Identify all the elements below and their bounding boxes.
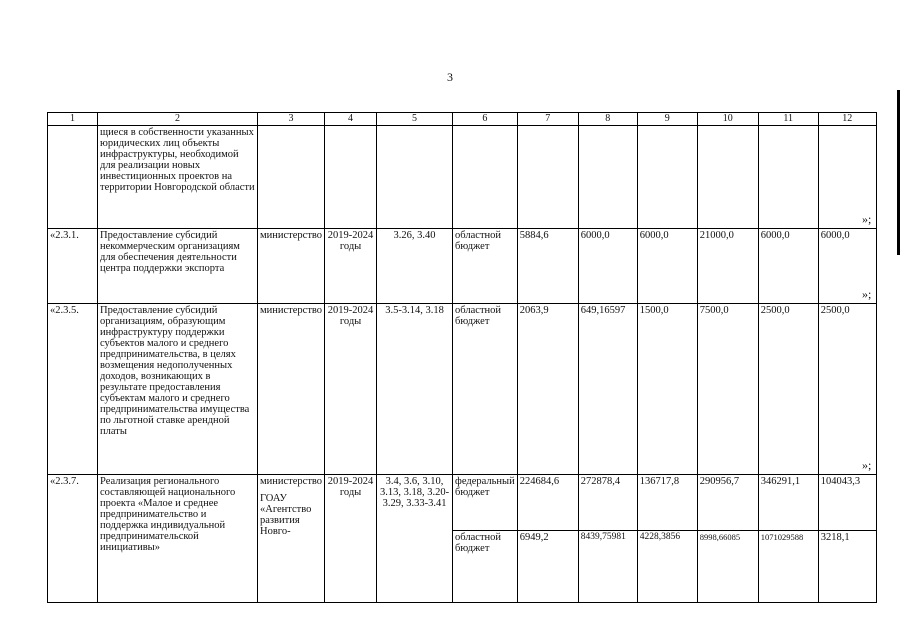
row-suffix: »; [862,212,872,226]
row-value-2021: 4228,3856 [637,531,697,603]
row-value-2022: 21000,0 [697,229,758,304]
page-number: 3 [447,70,453,84]
row-value-2019: 6949,2 [517,531,578,603]
header-cell: 6 [453,113,518,126]
row-years: 2019-2024 годы [325,229,377,304]
row-value-2022: 290956,7 [697,475,758,531]
row-value-2019: 2063,9 [517,304,578,475]
row-number: «2.3.5. [48,304,98,475]
row-value-2024: 3218,1 [818,531,876,603]
row-number: «2.3.7. [48,475,98,603]
header-cell: 3 [258,113,325,126]
row-responsible [258,126,325,229]
row-value-2023: 346291,1 [758,475,818,531]
row-targets: 3.4, 3.6, 3.10, 3.13, 3.18, 3.20-3.29, 3.33-3.41 [377,475,453,603]
row-value-2022: 8998,66085 [697,531,758,603]
row-number: «2.3.1. [48,229,98,304]
header-cell: 12 [818,113,876,126]
row-value-2024: 6000,0 [818,229,876,304]
row-responsible: министерство [258,229,325,304]
row-years: 2019-2024 годы [325,475,377,603]
header-cell: 2 [98,113,258,126]
row-value-2024: 2500,0 [818,304,876,475]
row-value-2019: 224684,6 [517,475,578,531]
row-value-2020 [578,126,637,229]
row-value-2021: 136717,8 [637,475,697,531]
row-value-2020: 649,16597 [578,304,637,475]
row-responsible: министерство [258,304,325,475]
header-cell: 8 [578,113,637,126]
row-targets: 3.5-3.14, 3.18 [377,304,453,475]
row-years: 2019-2024 годы [325,304,377,475]
row-description: щиеся в собственности указанных юридических лиц объекты инфраструктуры, необходимой для реализации новых инвестиционных проектов на территории Новгородской области [98,126,258,229]
program-table [47,112,877,603]
row-value-2019 [517,126,578,229]
row-value-2020: 8439,75981 [578,531,637,603]
row-description: Предоставление субсидий некоммерческим организациям для обеспечения деятельности центра поддержки экспорта [98,229,258,304]
row-value-2023: 2500,0 [758,304,818,475]
row-source: областной бюджет [453,229,518,304]
header-cell: 10 [697,113,758,126]
row-years [325,126,377,229]
row-suffix: »; [862,287,872,301]
table-row [48,475,877,531]
row-number [48,126,98,229]
header-cell: 1 [48,113,98,126]
header-row [48,113,877,126]
row-value-2021 [637,126,697,229]
row-suffix: »; [862,458,872,472]
row-targets: 3.26, 3.40 [377,229,453,304]
header-cell: 9 [637,113,697,126]
row-responsible-agency: ГОАУ «Агентство развития Новго- [260,493,312,537]
row-responsible-cell [258,475,325,603]
table-row [48,229,877,304]
row-responsible: министерство [260,476,323,487]
row-value-2019: 5884,6 [517,229,578,304]
row-value-2024: 104043,3 [818,475,876,531]
header-cell: 4 [325,113,377,126]
row-description: Реализация регионального составляющей национального проекта «Малое и среднее предпринимательство и поддержка индивидуальной предпринимательской инициативы» [98,475,258,603]
row-value-2023: 1071029588 [758,531,818,603]
header-cell: 11 [758,113,818,126]
header-cell: 7 [517,113,578,126]
table-row [48,304,877,475]
row-source: федеральный бюджет [453,475,518,531]
header-cell: 5 [377,113,453,126]
row-value-2022 [697,126,758,229]
row-value-2020: 272878,4 [578,475,637,531]
row-value-2023 [758,126,818,229]
row-value-2020: 6000,0 [578,229,637,304]
row-value-2022: 7500,0 [697,304,758,475]
row-targets [377,126,453,229]
row-value-2021: 6000,0 [637,229,697,304]
row-value-2021: 1500,0 [637,304,697,475]
row-source: областной бюджет [453,531,518,603]
row-value-2023: 6000,0 [758,229,818,304]
row-source: областной бюджет [453,304,518,475]
table-row [48,126,877,229]
row-description: Предоставление субсидий организациям, образующим инфраструктуру поддержки субъектов малого и среднего предпринимательства, в целях возмещения недополученных доходов, возникающих в результате предоставления субъектам малого и среднего предпринимательства имущества по льготной ставке арендной платы [98,304,258,475]
margin-bar [897,90,900,255]
row-source [453,126,518,229]
